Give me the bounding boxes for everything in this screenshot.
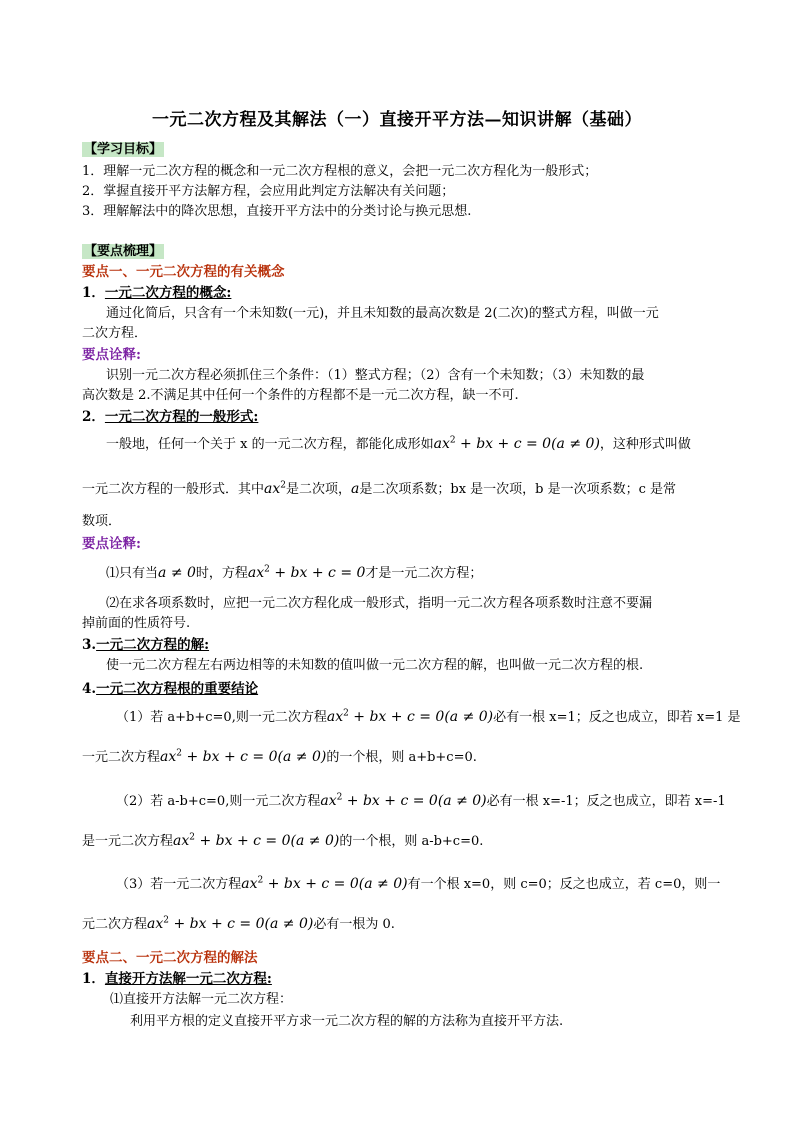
concept-text: 二次方程． bbox=[82, 326, 148, 341]
note-text: 识别一元二次方程必须抓住三个条件：（1）整式方程；（2）含有一个未知数；（3）未知数的最 bbox=[106, 368, 645, 383]
conclusion-text: 是一元二次方程$ax^2$ + bx + c = 0(a ≠ 0)的一个根，则 a-b+c=0. bbox=[82, 832, 484, 849]
method-title: 1．直接开方法解一元二次方程: bbox=[82, 971, 272, 987]
note-text: 高次数是 2.不满足其中任何一个条件的方程都不是一元二次方程，缺一不可. bbox=[82, 388, 519, 403]
general-form-text: 一元二次方程的一般形式．其中$ax^2$是二次项，a是二次项系数；bx 是一次项，b 是一次项系数；c 是常 bbox=[82, 480, 677, 497]
conclusion-text: 元二次方程$ax^2$ + bx + c = 0(a ≠ 0)必有一根为 0. bbox=[82, 915, 395, 932]
review-heading: 【要点梳理】 bbox=[84, 244, 163, 259]
concept-text: 通过化简后，只含有一个未知数(一元)，并且未知数的最高次数是 2(二次)的整式方程，叫做一元 bbox=[106, 306, 659, 321]
note-label: 要点诠释: bbox=[82, 536, 141, 552]
objective-item: 1．理解一元二次方程的概念和一元二次方程根的意义，会把一元二次方程化为一般形式； bbox=[82, 164, 598, 179]
note-label: 要点诠释: bbox=[82, 347, 141, 363]
point1-heading: 要点一、一元二次方程的有关概念 bbox=[82, 264, 285, 280]
objectives-heading: 【学习目标】 bbox=[84, 142, 163, 157]
solution-title: 3.一元二次方程的解: bbox=[82, 637, 210, 653]
general-form-text: 一般地，任何一个关于 x 的一元二次方程，都能化成形如$ax^2$ + bx + c = 0(a ≠ 0)，这种形式叫做 bbox=[106, 435, 691, 452]
conclusion-text: （2）若 a-b+c=0,则一元二次方程$ax^2$ + bx + c = 0(a ≠ 0)必有一根 x=-1；反之也成立，即若 x=-1 bbox=[116, 792, 726, 809]
point2-heading: 要点二、一元二次方程的解法 bbox=[82, 950, 258, 966]
note-item: 掉前面的性质符号. bbox=[82, 616, 191, 631]
conclusion-text: （3）若一元二次方程$ax^2$ + bx + c = 0(a ≠ 0)有一个根 x=0，则 c=0；反之也成立，若 c=0，则一 bbox=[116, 875, 721, 892]
conclusions-title: 4.一元二次方程根的重要结论 bbox=[82, 681, 259, 697]
method-subtitle: ⑴直接开方法解一元二次方程： bbox=[110, 992, 293, 1007]
objective-item: 2．掌握直接开平方法解方程，会应用此判定方法解决有关问题； bbox=[82, 184, 455, 199]
general-form-title: 2．一元二次方程的一般形式: bbox=[82, 409, 259, 425]
note-item: ⑵在求各项系数时，应把一元二次方程化成一般形式，指明一元二次方程各项系数时注意不要漏 bbox=[106, 596, 653, 611]
solution-text: 使一元二次方程左右两边相等的未知数的值叫做一元二次方程的解，也叫做一元二次方程的根. bbox=[106, 658, 644, 673]
concept-title: 1．一元二次方程的概念: bbox=[82, 285, 232, 301]
conclusion-text: （1）若 a+b+c=0,则一元二次方程$ax^2$ + bx + c = 0(a ≠ 0)必有一根 x=1；反之也成立，即若 x=1 是 bbox=[116, 708, 741, 725]
note-item: ⑴只有当a ≠ 0时，方程$ax^2$ + bx + c = 0才是一元二次方程； bbox=[106, 564, 483, 581]
objective-item: 3．理解解法中的降次思想，直接开平方法中的分类讨论与换元思想. bbox=[82, 204, 472, 219]
page-title: 一元二次方程及其解法（一）直接开平方法—知识讲解（基础） bbox=[152, 110, 642, 130]
method-text: 利用平方根的定义直接开平方求一元二次方程的解的方法称为直接开平方法. bbox=[130, 1014, 564, 1029]
conclusion-text: 一元二次方程$ax^2$ + bx + c = 0(a ≠ 0)的一个根，则 a+b+c=0. bbox=[82, 748, 477, 765]
general-form-text: 数项． bbox=[82, 514, 122, 529]
